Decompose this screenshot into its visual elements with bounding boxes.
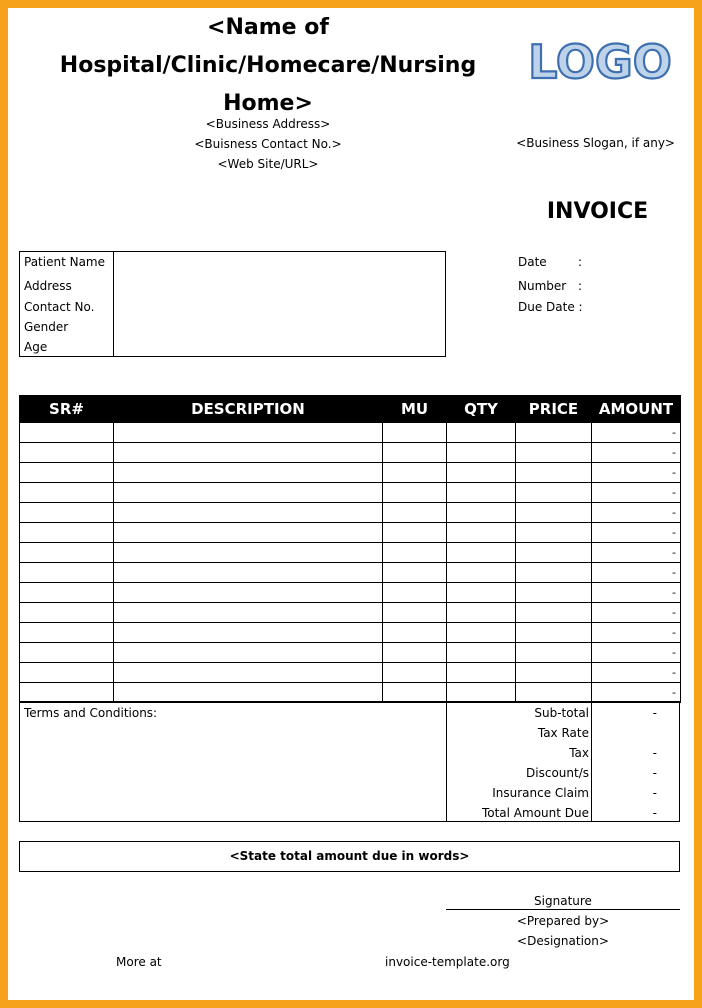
amount-in-words-box[interactable]: <State total amount due in words> (19, 841, 680, 872)
table-row[interactable] (20, 543, 681, 563)
summary-divider-right (591, 702, 592, 821)
amount-cell[interactable]: - (592, 483, 681, 503)
business-slogan: <Business Slogan, if any> (516, 136, 675, 150)
tax-value[interactable]: - (652, 746, 657, 760)
business-website: <Web Site/URL> (217, 157, 319, 171)
logo-text: LOGO (528, 35, 672, 89)
header-price: PRICE (516, 396, 592, 423)
items-header-row (20, 396, 681, 423)
hospital-name-line-3: Home> (223, 91, 313, 116)
invoice-title: INVOICE (546, 199, 649, 224)
table-row[interactable] (20, 443, 681, 463)
amount-cell[interactable]: - (592, 463, 681, 483)
patient-box-divider (113, 252, 114, 356)
patient-contact-label: Contact No. (24, 300, 95, 314)
table-row[interactable] (20, 483, 681, 503)
prepared-by: <Prepared by> (516, 914, 610, 928)
amount-cell[interactable]: - (592, 443, 681, 463)
table-row[interactable] (20, 683, 681, 703)
footer-site-link[interactable]: invoice-template.org (385, 955, 510, 969)
items-table (19, 395, 681, 703)
amount-cell[interactable]: - (592, 423, 681, 443)
terms-label: Terms and Conditions: (24, 706, 158, 720)
subtotal-label: Sub-total (534, 706, 589, 720)
table-row[interactable] (20, 643, 681, 663)
logo-image (525, 30, 675, 90)
amount-cell[interactable]: - (592, 663, 681, 683)
amount-cell[interactable]: - (592, 523, 681, 543)
insurance-claim-value[interactable]: - (652, 786, 657, 800)
signature-label: Signature (534, 894, 592, 908)
amount-cell[interactable]: - (592, 543, 681, 563)
number-colon: : (578, 279, 583, 293)
patient-info-box (19, 251, 446, 357)
tax-label: Tax (569, 746, 589, 760)
header-sr: SR# (20, 396, 114, 423)
patient-age-label: Age (24, 340, 48, 354)
table-row[interactable] (20, 463, 681, 483)
table-row[interactable] (20, 603, 681, 623)
amount-cell[interactable]: - (592, 643, 681, 663)
header-qty: QTY (447, 396, 516, 423)
table-row[interactable] (20, 523, 681, 543)
total-due-value[interactable]: - (652, 806, 657, 820)
table-row[interactable] (20, 503, 681, 523)
table-row[interactable] (20, 663, 681, 683)
hospital-name-line-1: <Name of (207, 15, 329, 40)
business-contact: <Buisness Contact No.> (194, 137, 342, 151)
discount-value[interactable]: - (652, 766, 657, 780)
amount-cell[interactable]: - (592, 683, 681, 703)
header-description: DESCRIPTION (114, 396, 383, 423)
date-label: Date (518, 255, 547, 269)
signature-line (446, 909, 680, 910)
footer-more-at: More at (116, 955, 162, 969)
amount-cell[interactable]: - (592, 623, 681, 643)
patient-address-label: Address (24, 279, 72, 293)
amount-cell[interactable]: - (592, 563, 681, 583)
due-date-label: Due Date : (518, 300, 583, 314)
amount-cell[interactable]: - (592, 583, 681, 603)
date-colon: : (578, 255, 583, 269)
header-amount: AMOUNT (592, 396, 681, 423)
patient-gender-label: Gender (24, 320, 69, 334)
total-due-label: Total Amount Due (481, 806, 589, 820)
summary-divider-left (446, 702, 447, 821)
table-row[interactable] (20, 563, 681, 583)
discount-label: Discount/s (526, 766, 589, 780)
table-row[interactable] (20, 583, 681, 603)
number-label: Number (518, 279, 567, 293)
business-address: <Business Address> (205, 117, 331, 131)
tax-rate-label: Tax Rate (537, 726, 589, 740)
table-row[interactable] (20, 623, 681, 643)
designation: <Designation> (517, 934, 609, 948)
insurance-claim-label: Insurance Claim (492, 786, 589, 800)
table-row[interactable] (20, 423, 681, 443)
header-mu: MU (383, 396, 447, 423)
amount-cell[interactable]: - (592, 503, 681, 523)
amount-cell[interactable]: - (592, 603, 681, 623)
patient-name-label: Patient Name (24, 255, 105, 269)
summary-box (19, 701, 680, 822)
hospital-name (40, 9, 496, 123)
subtotal-value[interactable]: - (652, 706, 657, 720)
hospital-name-line-2: Hospital/Clinic/Homecare/Nursing (59, 53, 477, 78)
